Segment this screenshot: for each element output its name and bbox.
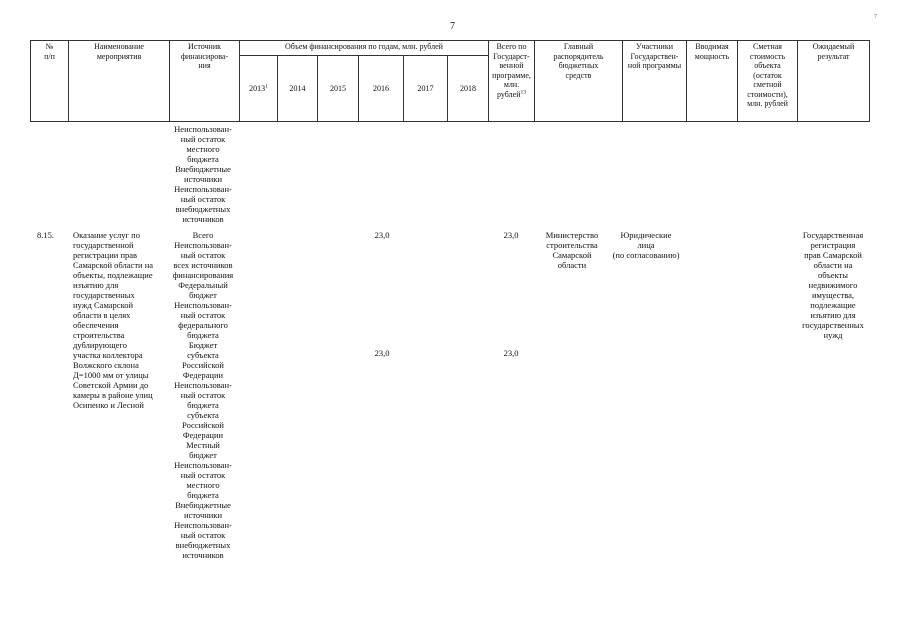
- header-manager: Главный распорядитель бюджетных средств: [535, 41, 623, 122]
- header-year-2014: 2014: [278, 55, 318, 121]
- header-year-2015: 2015: [318, 55, 359, 121]
- header-source: Источник финансирова- ния: [170, 41, 240, 122]
- header-estimate: Сметная стоимость объекта (остаток сметной стоимости), млн. рублей: [738, 41, 798, 122]
- value-2016-total: 23,0: [374, 230, 390, 240]
- page-number: 7: [450, 21, 455, 32]
- top-sources: Неиспользован- ный остаток местного бюджета Внебюджетные источники Неиспользован- ный остаток внебюджетных источников: [174, 124, 232, 224]
- header-participants: Участники Государствен- ной программы: [623, 41, 687, 122]
- header-total: Всего по Государст- венной программе, млн. рублей$^{13}$: [489, 41, 535, 122]
- header-year-2017: 2017: [404, 55, 448, 121]
- row-name: Оказание услуг по государственной регистрации прав Самарской области на объекты, подлежащие изъятию для государственных нужд Самарской области в целях обеспечения строительства дублирующего участка коллектора Волжского склона Д=1000 мм от улицы Советской Армии до камеры в районе улиц Осипенко и Лесной: [73, 230, 154, 410]
- row-participants: Юридические лица (по согласованию): [612, 230, 680, 260]
- row-manager: Министерство строительства Самарской области: [545, 230, 599, 270]
- header-result: Ожидаемый результат: [798, 41, 870, 122]
- row-result: Государственная регистрация прав Самарской области на объекты недвижимого имущества, подлежащие изъятию для государственных нужд: [802, 230, 864, 340]
- header-year-2016: 2016: [359, 55, 404, 121]
- header-no: № п/п: [31, 41, 69, 122]
- value-2016-regional: 23,0: [374, 348, 390, 358]
- corner-mark: 7: [874, 14, 877, 20]
- header-year-2018: 2018: [448, 55, 489, 121]
- value-program-regional: 23,0: [503, 348, 519, 358]
- header-capacity: Вводимая мощность: [687, 41, 738, 122]
- table-header: [30, 40, 870, 122]
- row-sources: Всего Неиспользован- ный остаток всех источников финансирования Федеральный бюджет Неиспользован- ный остаток федерального бюджета Бюджет субъекта Российской Федерации Неиспользован- ный остаток бюджета субъекта Российской Федерации Местный бюджет Неиспользован- ный остаток местного бюджета Внебюджетные источники Неиспользован- ный остаток внебюджетных источников: [172, 230, 234, 560]
- value-program-total: 23,0: [503, 230, 519, 240]
- header-name: Наименование мероприятия: [69, 41, 170, 122]
- row-number: 8.15.: [37, 230, 54, 240]
- header-funding: Объем финансирования по годам, млн. рублей: [240, 41, 489, 56]
- header-year-2013: 2013$^1$: [240, 55, 278, 121]
